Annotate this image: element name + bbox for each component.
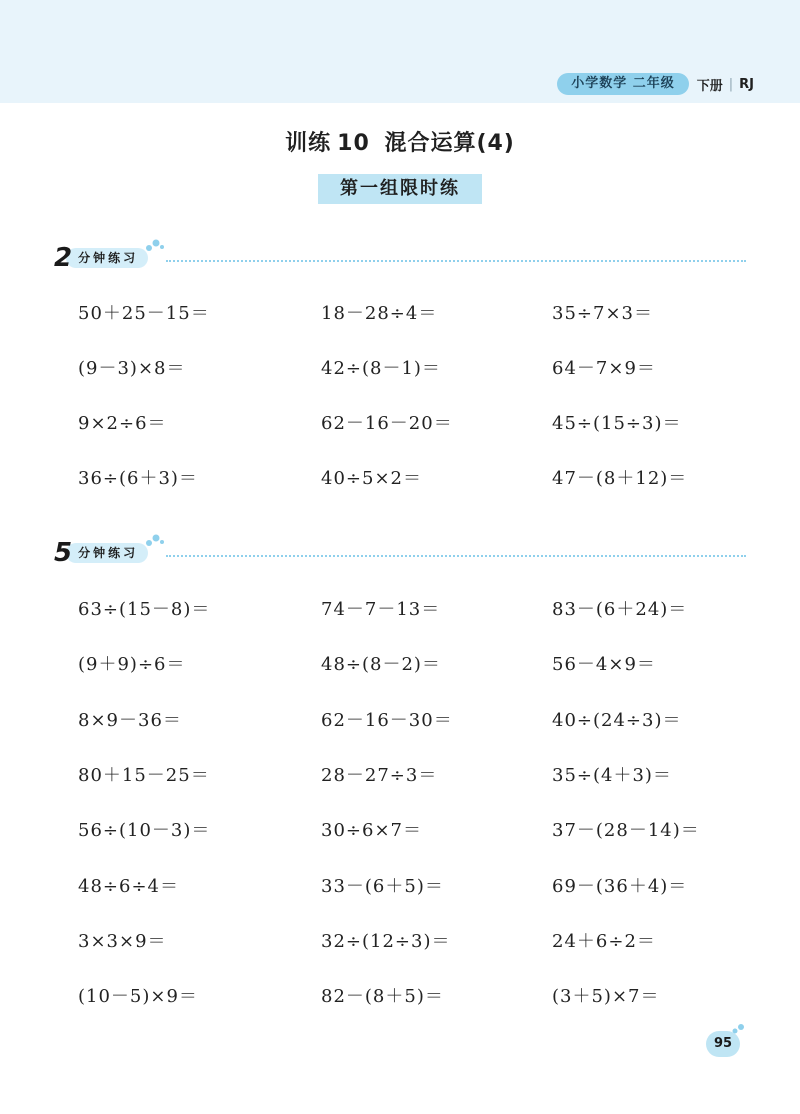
- math-problem: 64－7×9＝: [552, 358, 656, 379]
- page-title: [0, 126, 800, 157]
- math-problem: 80＋15－25＝: [78, 765, 210, 786]
- section-divider: [166, 260, 746, 262]
- math-problem: 47－(8＋12)＝: [552, 468, 688, 489]
- math-problem: 36÷(6＋3)＝: [78, 468, 198, 489]
- section-header-2: [54, 538, 746, 568]
- math-problem: 45÷(15÷3)＝: [552, 413, 682, 434]
- math-problem: 33－(6＋5)＝: [321, 876, 444, 897]
- math-problem: (9－3)×8＝: [78, 358, 186, 379]
- title-prefix: 训练: [285, 131, 332, 156]
- section-divider: [166, 555, 746, 557]
- math-problem: 50＋25－15＝: [78, 303, 210, 324]
- math-problem: 40÷(24÷3)＝: [552, 710, 682, 731]
- math-problem: 56÷(10－3)＝: [78, 820, 211, 841]
- subject-pill: 小学数学 二年级: [557, 73, 689, 95]
- math-problem: 30÷6×7＝: [321, 820, 422, 841]
- math-problem: 8×9－36＝: [78, 710, 182, 731]
- math-problem: 37－(28－14)＝: [552, 820, 700, 841]
- math-problem: 9×2÷6＝: [78, 413, 167, 434]
- math-problem: 69－(36＋4)＝: [552, 876, 688, 897]
- math-problem: 24＋6÷2＝: [552, 931, 656, 952]
- math-problem: 3×3×9＝: [78, 931, 167, 952]
- math-problem: 35÷(4＋3)＝: [552, 765, 672, 786]
- math-problem: 62－16－30＝: [321, 710, 453, 731]
- section-header-1: [54, 243, 746, 273]
- title-number: 10: [337, 131, 370, 156]
- math-problem: 40÷5×2＝: [321, 468, 422, 489]
- math-problem: 83－(6＋24)＝: [552, 599, 688, 620]
- math-problem: 28－27÷3＝: [321, 765, 438, 786]
- section-badge: [54, 538, 148, 568]
- math-problem: (10－5)×9＝: [78, 986, 198, 1007]
- section-label: 分钟练习: [66, 248, 148, 268]
- math-problem: 35÷7×3＝: [552, 303, 653, 324]
- math-problem: 62－16－20＝: [321, 413, 453, 434]
- header-separator: |: [728, 76, 734, 92]
- math-problem: 82－(8＋5)＝: [321, 986, 444, 1007]
- group-label: 第一组限时练: [318, 174, 482, 204]
- section-badge: [54, 243, 148, 273]
- math-problem: 48÷6÷4＝: [78, 876, 179, 897]
- section-minutes: 5: [54, 538, 73, 568]
- book-info: [557, 73, 754, 95]
- math-problem: (3＋5)×7＝: [552, 986, 660, 1007]
- math-problem: 48÷(8－2)＝: [321, 654, 441, 675]
- math-problem: 63÷(15－8)＝: [78, 599, 211, 620]
- section-label: 分钟练习: [66, 543, 148, 563]
- splash-icon: [144, 237, 166, 253]
- edition-label: RJ: [739, 76, 754, 92]
- section-minutes: 2: [54, 243, 73, 273]
- math-problem: (9＋9)÷6＝: [78, 654, 186, 675]
- math-problem: 42÷(8－1)＝: [321, 358, 441, 379]
- math-problem: 74－7－13＝: [321, 599, 441, 620]
- volume-label: 下册: [696, 78, 723, 94]
- page-number: 95: [706, 1031, 740, 1057]
- math-problem: 56－4×9＝: [552, 654, 656, 675]
- title-topic: 混合运算(4): [384, 131, 515, 156]
- splash-icon: [144, 532, 166, 548]
- math-problem: 18－28÷4＝: [321, 303, 438, 324]
- math-problem: 32÷(12÷3)＝: [321, 931, 451, 952]
